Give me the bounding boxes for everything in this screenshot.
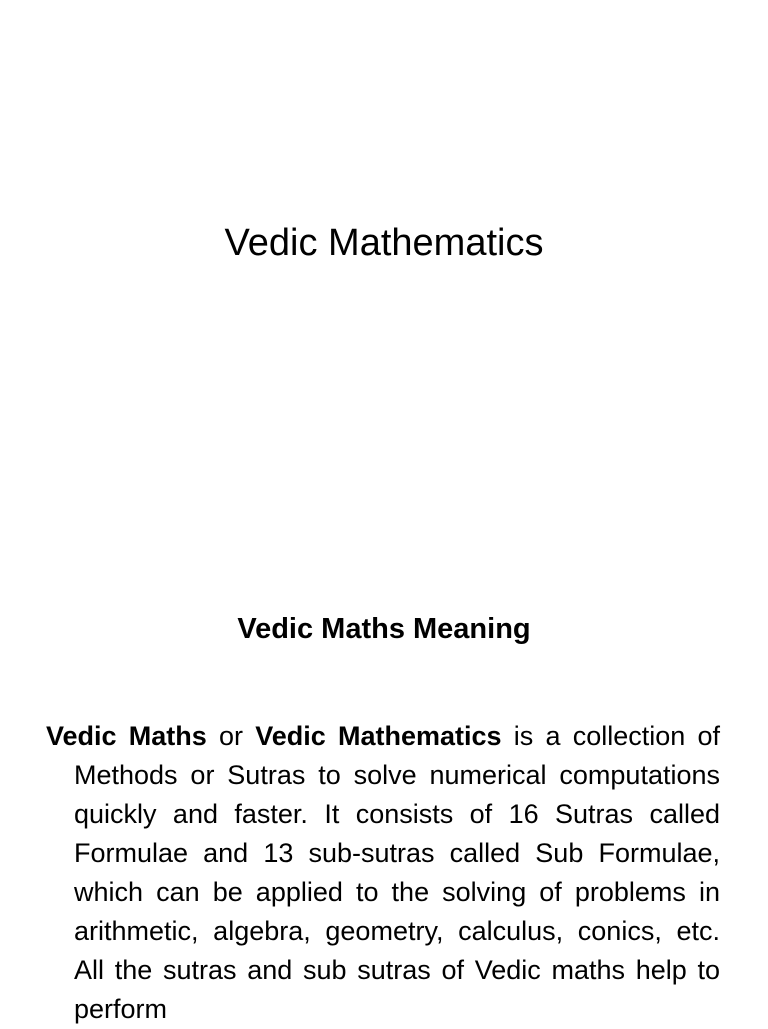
slide-title: Vedic Mathematics	[224, 222, 544, 264]
section-heading: Vedic Maths Meaning	[237, 613, 531, 645]
connector-text: or	[206, 721, 256, 751]
term-vedic-maths: Vedic Maths	[46, 721, 207, 751]
definition-text: is a collection of Methods or Sutras to solve numerical computations quickly and faster. It consists of 16 Sutras called Formulae and 13 sub-sutras called Sub Formulae, which can be applied to the solving of problems in arithmetic, algebra, geometry, calculus, conics, etc. All the sutras and sub sutras of Vedic maths help to perform	[74, 721, 720, 1024]
definition-paragraph	[46, 717, 720, 1029]
term-vedic-mathematics: Vedic Mathematics	[255, 721, 502, 751]
